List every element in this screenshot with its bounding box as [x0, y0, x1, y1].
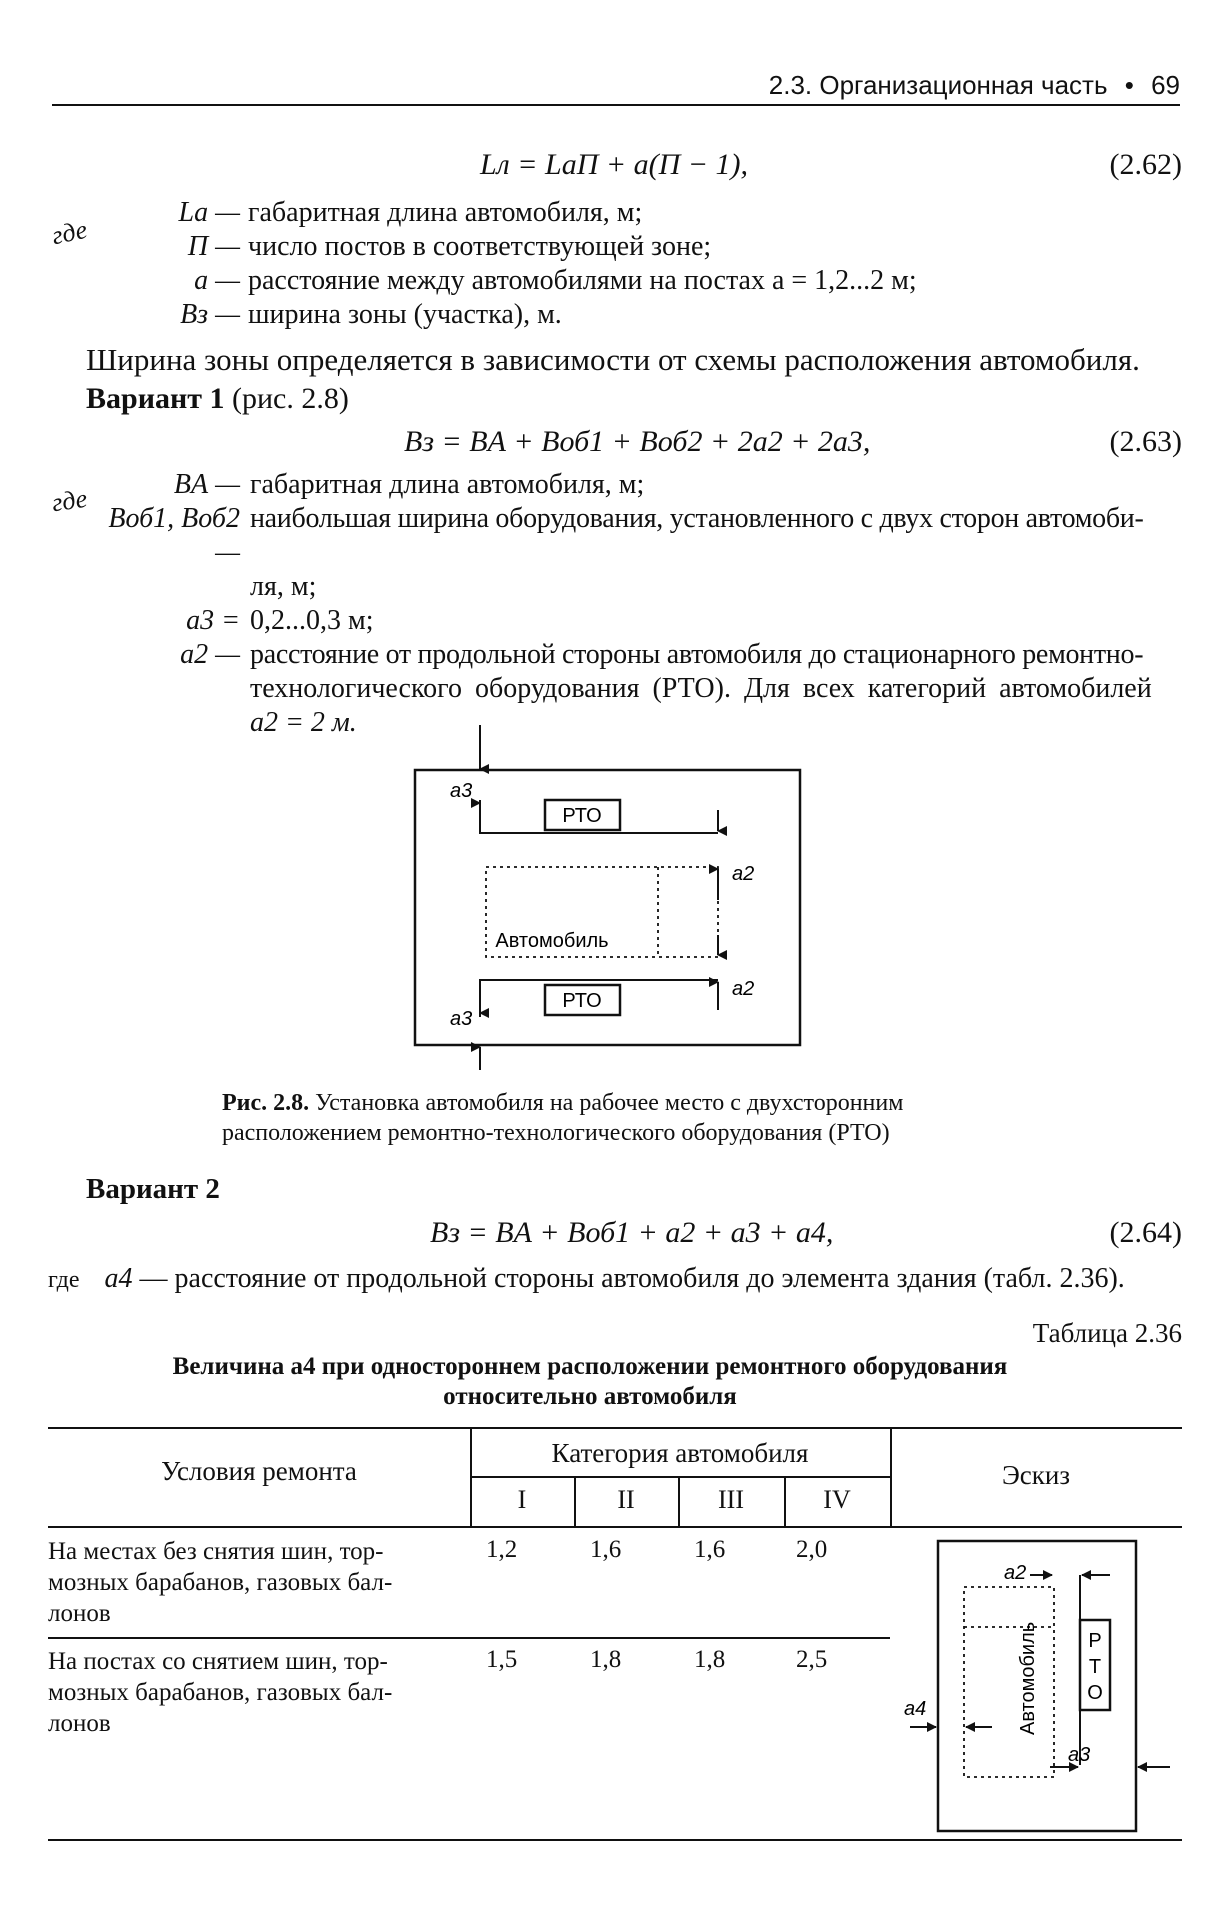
table-title-line-1: Величина a4 при одностороннем расположении ремонтного оборудования: [172, 1353, 1008, 1380]
rto-top-label: РТО: [562, 805, 602, 827]
row-2-cat-iv: 2,5: [796, 1646, 828, 1673]
where-text: 0,2...0,3 м;: [250, 605, 374, 636]
where-sym: Bз —: [180, 299, 240, 330]
where-sym: a3 =: [186, 605, 240, 636]
row-2-cat-ii: 1,8: [590, 1646, 622, 1673]
row-1-cat-ii: 1,6: [590, 1536, 622, 1563]
where-label-3: где: [48, 1267, 80, 1293]
figure-2-8: [400, 725, 820, 1070]
where-sym: a —: [194, 265, 240, 296]
category-i: I: [517, 1485, 527, 1514]
table-row-2-conditions: [48, 1646, 392, 1739]
where-text-cont: ля, м;: [250, 571, 317, 602]
where-text-cont: технологического оборудования (РТО). Для всех категорий автомобилей: [250, 673, 1152, 704]
caption-line-2: расположением ремонтно-технологического оборудования (РТО): [222, 1120, 890, 1146]
category-iii: III: [718, 1485, 744, 1514]
formula-number-2-63: (2.63): [1109, 425, 1182, 458]
where-text: наибольшая ширина оборудования, установленного с двух сторон автомоби-: [250, 503, 1144, 534]
table-hline: [470, 1476, 890, 1478]
where-sym: Lа —: [178, 197, 240, 228]
row-line: мозных барабанов, газовых бал-: [48, 1569, 393, 1596]
formula-2-64: Bз = BА + Bоб1 + a2 + a3 + a4,: [430, 1216, 834, 1249]
sketch-car-label: Автомобиль: [1017, 1621, 1039, 1735]
table-label: Таблица 2.36: [1032, 1318, 1182, 1348]
row-line: На постах со снятием шин, тор-: [48, 1648, 388, 1675]
where-text: расстояние между автомобилями на постах a = 1,2...2 м;: [248, 265, 917, 296]
where-3-text: — расстояние от продольной стороны автомобиля до элемента здания (табл. 2.36).: [139, 1263, 1125, 1294]
formula-2-63: Bз = BА + Bоб1 + Bоб2 + 2a2 + 2a3,: [404, 425, 871, 458]
col-header-conditions: Условия ремонта: [161, 1456, 357, 1486]
bullet: •: [1124, 70, 1134, 100]
col-header-sketch: Эскиз: [1001, 1460, 1071, 1490]
where-sym: BА —: [173, 469, 240, 500]
a2-top-label: a2: [732, 863, 755, 885]
sketch-a2-label: a2: [1004, 1562, 1027, 1584]
table-title-line-2: относительно автомобиля: [443, 1383, 737, 1410]
where-list-1: [150, 196, 917, 332]
row-1-cat-iv: 2,0: [796, 1536, 828, 1563]
formula-number-2-62: (2.62): [1109, 148, 1182, 181]
car-label: Автомобиль: [495, 930, 609, 952]
row-2-cat-i: 1,5: [486, 1646, 518, 1673]
table-header-rule: [48, 1526, 1182, 1528]
a2-bottom-label: a2: [732, 978, 755, 1000]
category-iv: IV: [823, 1485, 851, 1514]
caption-line-1: Установка автомобиля на рабочее место с двухсторонним: [315, 1090, 904, 1116]
where-3-sym: a4: [104, 1263, 133, 1294]
rto-bottom-label: РТО: [562, 990, 602, 1012]
where-text: ширина зоны (участка), м.: [248, 299, 562, 330]
page-number: 69: [1151, 70, 1180, 100]
sketch-rto-letter: Р: [1088, 1630, 1102, 1652]
running-header: [769, 70, 1180, 101]
row-1-cat-i: 1,2: [486, 1536, 518, 1563]
formula-number-2-64: (2.64): [1109, 1216, 1182, 1249]
col-header-category: Категория автомобиля: [551, 1438, 809, 1468]
where-text-cont: a2 = 2 м.: [250, 707, 357, 738]
sketch-rto-letter: О: [1087, 1682, 1103, 1704]
table-sketch: [900, 1535, 1180, 1835]
row-line: мозных барабанов, газовых бал-: [48, 1679, 393, 1706]
where-text: число постов в соответствующей зоне;: [248, 231, 712, 262]
table-row-rule: [48, 1637, 890, 1639]
formula-2-62: Lл = LаП + a(П − 1),: [480, 148, 748, 181]
figure-caption: [222, 1088, 1022, 1148]
where-list-2: [90, 468, 1182, 740]
row-1-cat-iii: 1,6: [694, 1536, 726, 1563]
a3-top-label: a3: [450, 780, 473, 802]
table-row-1-conditions: [48, 1536, 392, 1629]
where-sym: a2 —: [180, 639, 240, 670]
where-text: габаритная длина автомобиля, м;: [250, 469, 645, 500]
table-bottom-rule: [48, 1839, 1182, 1841]
table-top-rule: [48, 1427, 1182, 1429]
sketch-car-outline: [964, 1587, 1054, 1777]
variant-2-label: Вариант 2: [86, 1173, 220, 1205]
caption-label: Рис. 2.8.: [222, 1090, 310, 1116]
row-line: лонов: [48, 1710, 111, 1737]
variant-1-label: Вариант 1: [86, 382, 225, 415]
where-text: габаритная длина автомобиля, м;: [248, 197, 643, 228]
sketch-a3-label: a3: [1068, 1744, 1091, 1766]
section-title: 2.3. Организационная часть: [768, 70, 1108, 100]
where-3: [48, 1262, 1125, 1297]
where-text: расстояние от продольной стороны автомобиля до стационарного ремонтно-: [250, 639, 1144, 670]
table-title: [0, 1352, 1228, 1412]
variant-1-heading: [86, 382, 349, 416]
category-ii: II: [617, 1485, 635, 1514]
a3-bottom-label: a3: [450, 1008, 473, 1030]
where-sym: Bоб1, Bоб2 —: [108, 503, 240, 568]
header-rule: [52, 104, 1180, 106]
where-label-2: где: [50, 483, 89, 518]
row-2-cat-iii: 1,8: [694, 1646, 726, 1673]
where-sym: П —: [187, 231, 240, 262]
sketch-a4-label: a4: [904, 1698, 927, 1720]
variant-1-ref: (рис. 2.8): [232, 382, 349, 415]
row-line: лонов: [48, 1600, 111, 1627]
sketch-rto-letter: Т: [1088, 1656, 1102, 1678]
where-label-1: где: [49, 214, 90, 251]
paragraph-zone-width: Ширина зоны определяется в зависимости от схемы расположения автомобиля.: [86, 342, 1140, 377]
row-line: На местах без снятия шин, тор-: [48, 1538, 384, 1565]
